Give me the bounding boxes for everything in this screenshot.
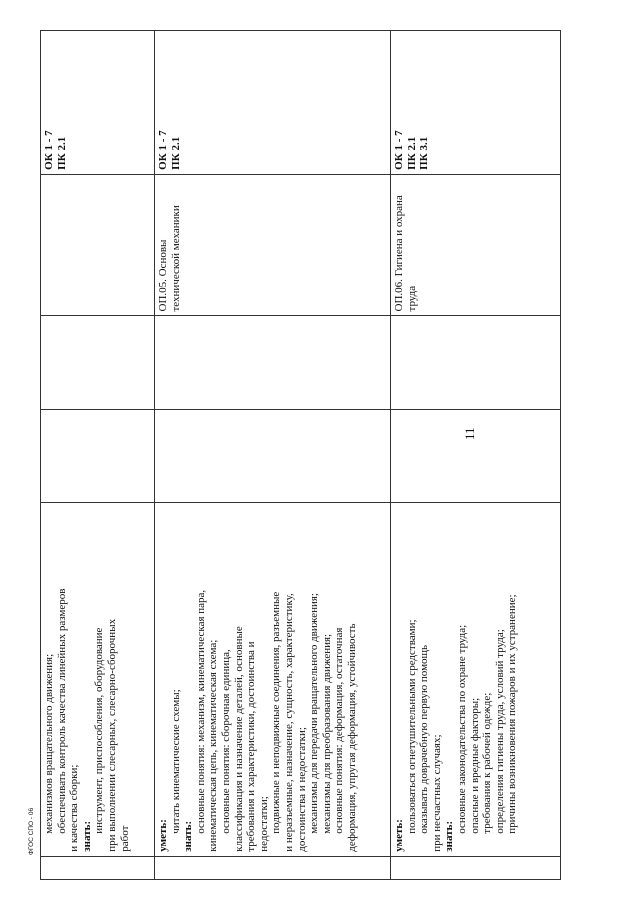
content-line: пользоваться огнетушительными средствами; — [405, 619, 418, 834]
content-cell — [391, 502, 561, 856]
competency-code: ПК 2.1 — [55, 136, 68, 170]
content-line: опасные и вредные факторы; — [468, 697, 481, 834]
content-line: требования к рабочей одежде; — [481, 692, 494, 834]
content-line: работ — [118, 825, 131, 852]
content-line: механизмы для передачи вращательного движения; — [308, 593, 321, 834]
empty-cell — [41, 409, 155, 502]
footer-code: ФГОС СПО - 06 — [28, 807, 35, 855]
discipline-cell: ОП.06. Гигиена и охрана труда — [391, 174, 561, 316]
content-line: инструмент, приспособления, оборудование — [93, 627, 106, 834]
rotated-page-content — [40, 30, 560, 880]
competency-code: ОК 1 - 7 — [157, 130, 169, 170]
content-line: при выполнении слесарных, слесарно-сборочных — [105, 618, 118, 852]
codes-cell — [41, 31, 155, 175]
empty-cell — [391, 316, 561, 409]
codes-cell — [391, 31, 561, 175]
content-line: механизмы для преобразования движения; — [320, 633, 333, 834]
table-row — [41, 31, 155, 880]
discipline-cell: ОП.05. Основы технической механики — [155, 174, 391, 316]
content-line: достоинства и недостатки; — [295, 727, 308, 852]
empty-cell — [41, 316, 155, 409]
content-cell — [41, 502, 155, 856]
content-line: подвижные и неподвижные соединения, разъемные — [270, 591, 283, 834]
section-heading: знать: — [80, 820, 93, 852]
codes-cell — [155, 31, 391, 175]
content-line: обеспечивать контроль качества линейных размеров — [55, 588, 68, 834]
discipline-cell — [41, 174, 155, 316]
competency-code: ПК 2.1 — [169, 136, 182, 170]
content-line: деформация, упругая деформация, устойчивость — [345, 623, 358, 852]
content-line: основные законодательства по охране труда; — [455, 624, 468, 834]
content-line: и неразъемные, назначение, сущность, характеристику, — [282, 593, 295, 852]
content-line: основные понятия: деформация, остаточная — [333, 627, 346, 834]
competency-table — [40, 30, 561, 880]
content-line: оказывать доврачебную первую помощь — [418, 644, 431, 834]
index-cell — [391, 856, 561, 879]
competency-code: ОК 1 - 7 — [43, 130, 55, 170]
content-line: определения гигиены труда, условий труда; — [493, 629, 506, 834]
competency-code: ПК 3.1 — [418, 136, 431, 170]
content-line: основные понятия: механизм, кинематическая пара, — [194, 589, 207, 834]
empty-cell — [155, 316, 391, 409]
table-row — [155, 31, 391, 880]
section-heading: уметь: — [157, 819, 169, 852]
content-line: недостатки; — [257, 796, 270, 852]
content-cell — [155, 502, 391, 856]
content-line: и качества сборки; — [68, 764, 81, 852]
index-cell — [41, 856, 155, 879]
index-cell — [155, 856, 391, 879]
content-line: требования и характеристики, достоинства и — [245, 641, 258, 852]
content-line: механизмов вращательного движения; — [43, 653, 55, 834]
section-heading: знать: — [182, 820, 195, 852]
content-line: классификация и назначение деталей, основные — [232, 626, 245, 852]
section-heading: знать: — [443, 820, 456, 852]
content-line: кинематическая цепь, кинематическая схема; — [207, 639, 220, 852]
empty-cell — [391, 409, 561, 502]
content-line: причины возникновения пожаров и их устранение; — [506, 594, 519, 834]
content-line: при несчастных случаях; — [430, 734, 443, 852]
empty-cell — [155, 409, 391, 502]
competency-code: ОК 1 - 7 — [393, 130, 405, 170]
content-line: читать кинематические схемы; — [169, 689, 182, 834]
section-heading: уметь: — [393, 819, 405, 852]
competency-code: ПК 2.1 — [405, 136, 418, 170]
content-line: основные понятия: сборочная единица, — [219, 649, 232, 834]
table-row — [391, 31, 561, 880]
page-number: 11 — [462, 427, 477, 440]
